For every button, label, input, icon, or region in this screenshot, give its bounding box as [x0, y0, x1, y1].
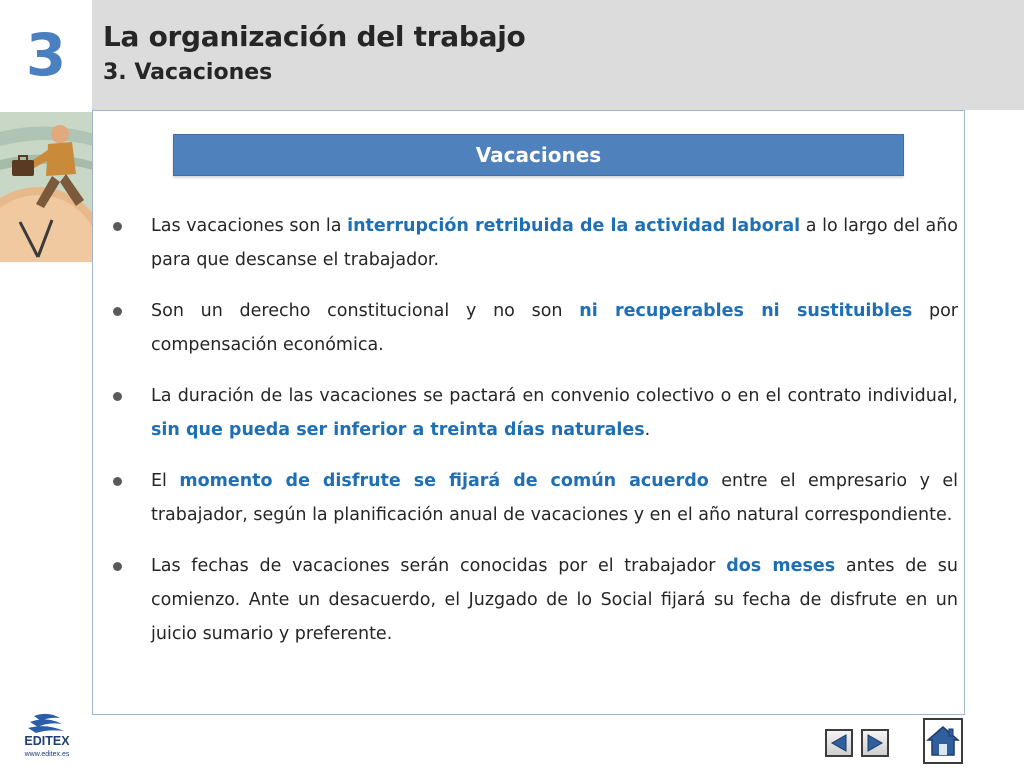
previous-slide-button[interactable]: [825, 729, 853, 757]
bullet-item: [110, 209, 958, 277]
illustration-drawing: [0, 112, 94, 262]
highlighted-text: ni recuperables ni sustituibles: [579, 301, 913, 321]
body-text: Las vacaciones son la: [151, 216, 348, 236]
body-text: entre el empresario y el trabajador, según la planificación anual de vacaciones y en el año natural correspondiente.: [151, 471, 958, 525]
body-text: a lo largo del año para que descanse el trabajador.: [151, 216, 959, 270]
body-text: El: [151, 471, 180, 491]
home-button[interactable]: [923, 718, 963, 764]
section-banner: Vacaciones: [173, 134, 904, 176]
body-text: antes de su comienzo. Ante un desacuerdo, el Juzgado de lo Social fijará su fecha de disfrute en un juicio sumario y preferente.: [151, 556, 958, 644]
bullet-dot-icon: [113, 222, 122, 231]
header-band: [92, 0, 1024, 110]
running-businessman-illustration: [0, 112, 94, 262]
body-text: Son un derecho constitucional y no son: [151, 301, 580, 321]
bullet-item: [110, 464, 958, 532]
next-slide-button[interactable]: [861, 729, 889, 757]
bullet-dot-icon: [113, 307, 122, 316]
body-text: La duración de las vacaciones se pactará en convenio colectivo o en el contrato individual,: [151, 386, 958, 406]
chapter-number: 3: [25, 21, 67, 89]
house-icon: [926, 723, 960, 759]
bullet-item: [110, 379, 958, 447]
bullet-item: [110, 294, 958, 362]
page-title: La organización del trabajo: [103, 20, 526, 53]
highlighted-text: sin que pueda ser inferior a treinta días naturales: [151, 420, 645, 440]
publisher-website: www.editex.es: [24, 751, 70, 758]
highlighted-text: interrupción retribuida de la actividad laboral: [347, 216, 801, 236]
publisher-name: EDITEX: [24, 734, 70, 748]
editex-logo-icon: [16, 712, 78, 762]
page-subtitle: 3. Vacaciones: [103, 60, 273, 85]
publisher-logo: [16, 712, 78, 762]
highlighted-text: dos meses: [726, 556, 836, 576]
triangle-right-icon: [864, 732, 886, 754]
bullet-dot-icon: [113, 477, 122, 486]
body-text: Las fechas de vacaciones serán conocidas por el trabajador: [151, 556, 727, 576]
body-text: .: [644, 420, 651, 440]
bullet-item: [110, 549, 958, 651]
triangle-left-icon: [828, 732, 850, 754]
highlighted-text: momento de disfrute se fijará de común acuerdo: [179, 471, 709, 491]
bullet-dot-icon: [113, 392, 122, 401]
body-text: por compensación económica.: [151, 301, 958, 355]
bullet-dot-icon: [113, 562, 122, 571]
bullet-list: [110, 209, 958, 668]
